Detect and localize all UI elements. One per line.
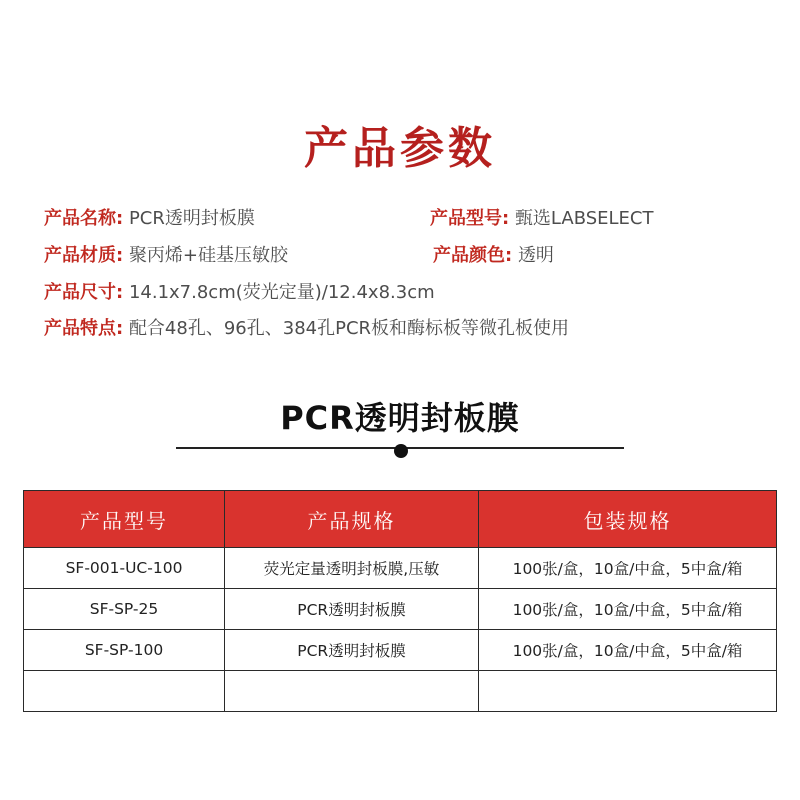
spec-name	[44, 204, 255, 230]
header-model: 产品型号	[24, 491, 225, 548]
spec-color-label: 产品颜色:	[433, 245, 513, 266]
table-row	[24, 630, 777, 671]
cell-packing	[479, 671, 777, 712]
table-row	[24, 589, 777, 630]
spec-features-label: 产品特点:	[44, 318, 124, 339]
table-header-row	[24, 491, 777, 548]
header-packing: 包装规格	[479, 491, 777, 548]
cell-spec: 荧光定量透明封板膜,压敏	[225, 548, 479, 589]
cell-model	[24, 671, 225, 712]
spec-size-label: 产品尺寸:	[44, 282, 124, 303]
page-title: 产品参数	[304, 123, 496, 174]
product-subtitle: PCR透明封板膜	[280, 399, 520, 437]
spec-color	[433, 241, 554, 267]
cell-model: SF-001-UC-100	[24, 548, 225, 589]
header-spec: 产品规格	[225, 491, 479, 548]
spec-material-label: 产品材质:	[44, 245, 124, 266]
cell-spec	[225, 671, 479, 712]
spec-model-value: 甄选LABSELECT	[514, 208, 654, 229]
cell-model: SF-SP-25	[24, 589, 225, 630]
cell-packing: 100张/盒，10盒/中盒，5中盒/箱	[479, 589, 777, 630]
spec-table	[23, 490, 777, 712]
spec-material	[44, 241, 288, 267]
cell-packing: 100张/盒，10盒/中盒，5中盒/箱	[479, 548, 777, 589]
spec-features-value: 配合48孔、96孔、384孔PCR板和酶标板等微孔板使用	[128, 318, 570, 339]
spec-model	[430, 204, 654, 230]
spec-color-value: 透明	[517, 245, 554, 266]
spec-model-label: 产品型号:	[430, 208, 510, 229]
spec-name-value: PCR透明封板膜	[128, 208, 255, 229]
table-row	[24, 548, 777, 589]
cell-spec: PCR透明封板膜	[225, 630, 479, 671]
spec-features	[44, 314, 569, 340]
cell-spec: PCR透明封板膜	[225, 589, 479, 630]
divider-dot	[394, 444, 408, 458]
spec-size	[44, 278, 435, 304]
cell-model: SF-SP-100	[24, 630, 225, 671]
cell-packing: 100张/盒，10盒/中盒，5中盒/箱	[479, 630, 777, 671]
spec-name-label: 产品名称:	[44, 208, 124, 229]
table-row-empty	[24, 671, 777, 712]
spec-material-value: 聚丙烯+硅基压敏胶	[128, 245, 289, 266]
spec-size-value: 14.1x7.8cm(荧光定量)/12.4x8.3cm	[128, 282, 435, 303]
